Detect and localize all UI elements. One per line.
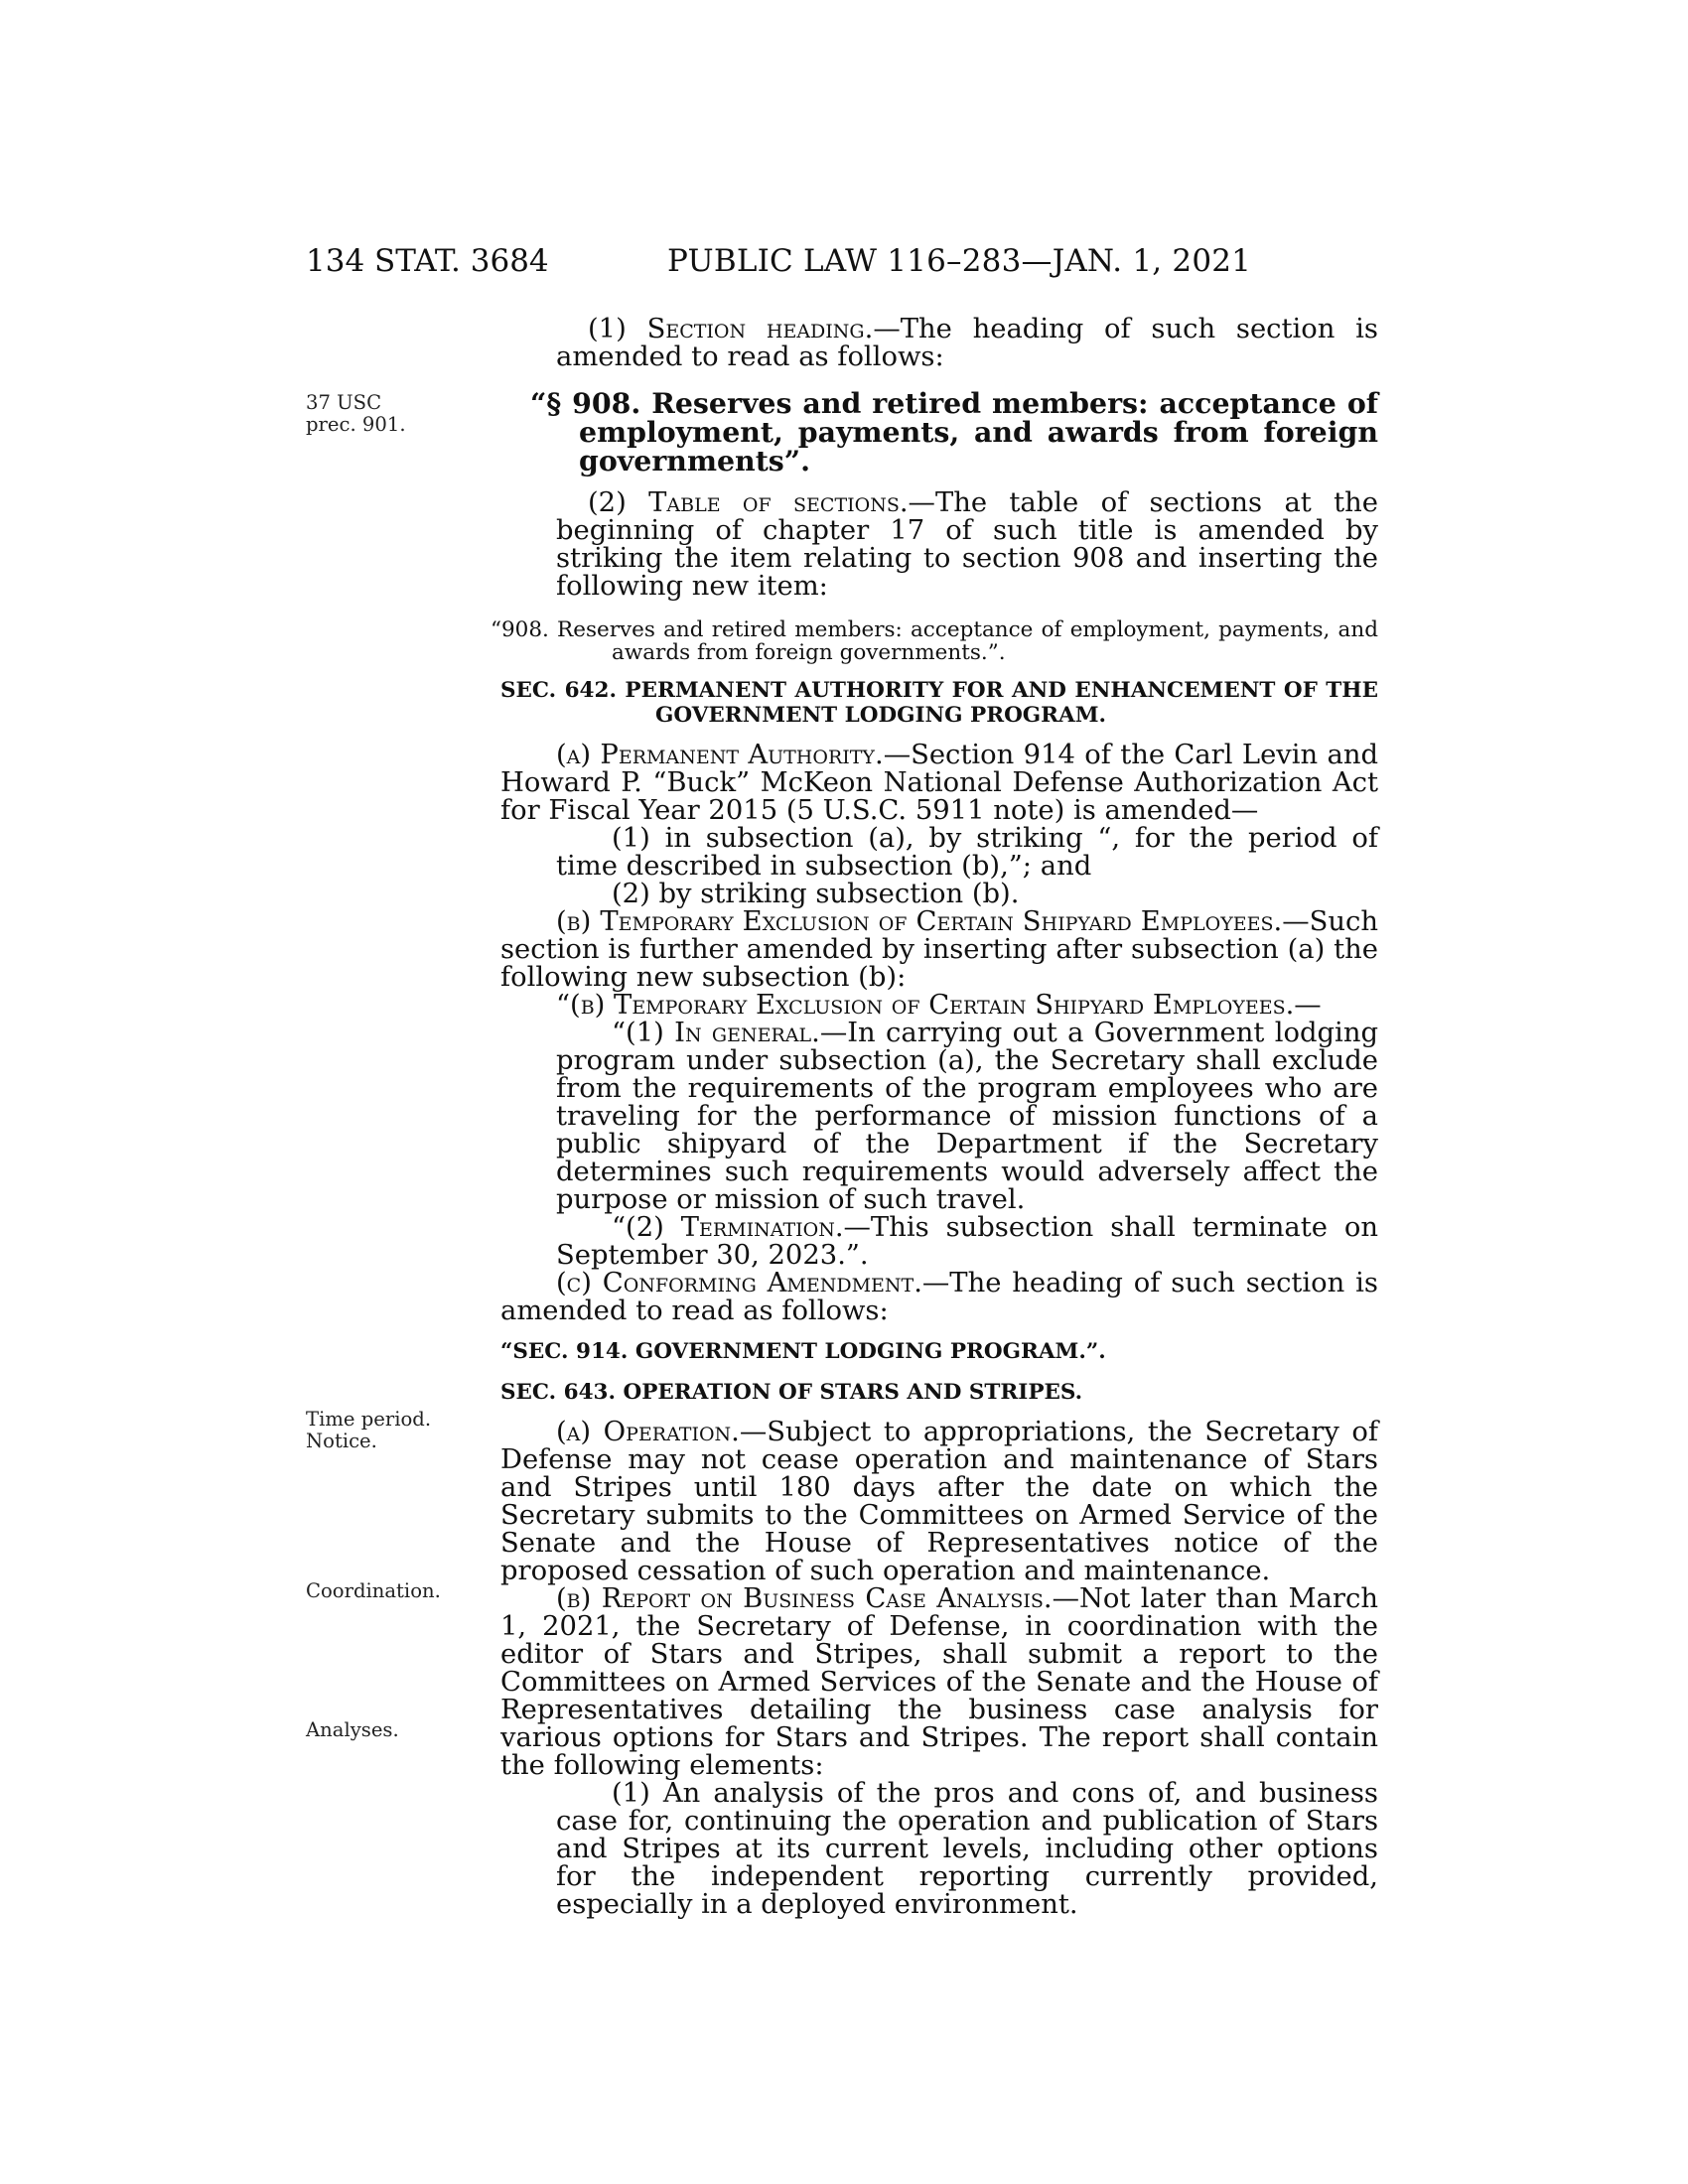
quoted-subsection-label: “(b) Temporary Exclusion of Certain Shipyard Employees. [556,990,1295,1021]
statute-body [491,314,1379,1920]
subsection-text: —Such section is further amended by inserting after subsection (a) the following new subsection (b): [500,906,1378,993]
section-643-heading: SEC. 643. OPERATION OF STARS AND STRIPES. [500,1380,1083,1405]
statute-page-citation: 134 STAT. 3684 [306,243,549,279]
paragraph-text: —This subsection shall terminate on September 30, 2023.”. [556,1212,1378,1271]
section-908-heading: “§ 908. Reserves and retired members: acceptance of employment, payments, and awards from foreign governments”. [530,386,1378,478]
paragraph-text: —The table of sections at the beginning of chapter 17 of such title is amended by striking the item relating to section 908 and inserting the following new item: [556,487,1378,602]
quoted-paragraph-b1 [500,1020,1378,1214]
paragraph-a2: (2) by striking subsection (b). [612,879,1020,909]
paragraph-a1: (1) in subsection (a), by striking “, for the period of time described in subsection (b),”; and [556,823,1378,882]
table-of-sections-item: “908. Reserves and retired members: acceptance of employment, payments, and awards from foreign governments.”. [491,617,1378,665]
paragraph-label: “(1) In general. [612,1018,820,1048]
subsection-label: (a) Permanent Authority. [556,740,884,770]
page-header [0,243,1688,283]
margin-note-time-period-notice: Time period. Notice. [306,1408,432,1452]
public-law-running-head: PUBLIC LAW 116–283—JAN. 1, 2021 [667,243,1252,279]
paragraph-text: —The heading of such section is amended to read as follows: [556,314,1378,372]
subsection-text: —The heading of such section is amended to read as follows: [500,1268,1378,1326]
subsection-label: (a) Operation. [556,1417,740,1447]
subsection-a-permanent-authority [500,742,1378,825]
margin-note-coordination: Coordination. [306,1579,441,1602]
quoted-subsection-dash: — [1294,990,1322,1021]
subsection-text: —Subject to appropriations, the Secretary of Defense may not cease operation and maintenance of Stars and Stripes until 180 days after the date on which the Secretary submits to the Committees on Armed Service of the Senate and the House of Representatives notice of the proposed cessation of such operation and maintenance. [500,1417,1379,1586]
paragraph-label: (1) Section heading. [588,314,874,344]
paragraph-label: “(2) Termination. [612,1212,844,1243]
subsection-label: (b) Temporary Exclusion of Certain Shipyard Employees. [556,906,1283,937]
quoted-subsection-b-heading [500,992,1378,1020]
paragraph-b1-analysis: (1) An analysis of the pros and cons of, and business case for, continuing the operation and publication of Stars and Stripes at its current levels, including other options for the independent reporting currently provided, especially in a deployed environment. [556,1778,1378,1920]
subsection-text: —Not later than March 1, 2021, the Secretary of Defense, in coordination with the editor of Stars and Stripes, shall submit a report to the Committees on Armed Services of the Senate and the House of Representatives detailing the business case analysis for various options for Stars and Stripes. The report shall contain the following elements: [500,1583,1378,1781]
subsection-label: (c) Conforming Amendment. [556,1268,922,1298]
subsection-b-report [500,1585,1378,1780]
quoted-paragraph-b2 [500,1214,1378,1270]
paragraph-section-heading [500,316,1378,371]
paragraph-label: (2) Table of sections. [588,487,909,518]
section-642-heading: SEC. 642. PERMANENT AUTHORITY FOR AND ENHANCEMENT OF THE GOVERNMENT LODGING PROGRAM. [500,678,1378,728]
section-914-heading: “SEC. 914. GOVERNMENT LODGING PROGRAM.”. [500,1339,1106,1364]
margin-note-analyses: Analyses. [306,1718,399,1741]
subsection-label: (b) Report on Business Case Analysis. [556,1583,1053,1614]
subsection-c-conforming-amendment [500,1270,1378,1325]
paragraph-text: —In carrying out a Government lodging program under subsection (a), the Secretary shall exclude from the requirements of the program employees who are traveling for the performance of mission functions of a public shipyard of the Department if the Secretary determines such requirements would adversely affect the purpose or mission of such travel. [556,1018,1378,1215]
subsection-text: —Section 914 of the Carl Levin and Howard P. “Buck” McKeon National Defense Authorization Act for Fiscal Year 2015 (5 U.S.C. 5911 note) is amended— [500,740,1378,826]
subsection-b-temporary-exclusion [500,908,1378,992]
subsection-a-operation [500,1419,1378,1585]
paragraph-table-of-sections [500,489,1378,601]
margin-note-usc: 37 USC prec. 901. [306,391,406,436]
